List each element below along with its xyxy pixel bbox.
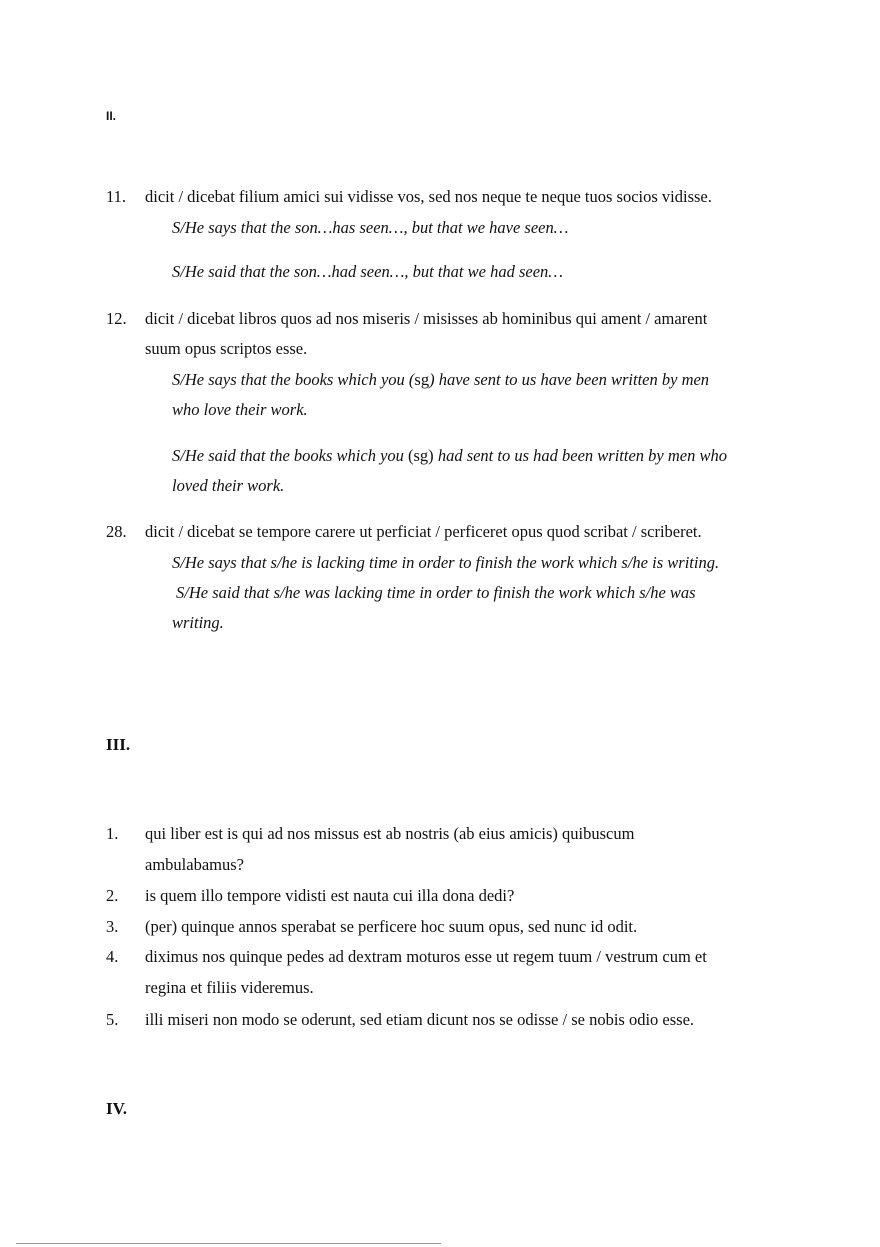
item-iii-5-line-1: illi miseri non modo se oderunt, sed etiam dicunt nos se odisse / se nobis odio esse.: [145, 1010, 695, 1029]
section-iii-heading: III.: [106, 735, 131, 754]
item-iii-1-line-2: ambulabamus?: [145, 855, 244, 874]
item-12-translation-past-part-a: S/He said that the books which you: [172, 446, 409, 465]
item-12-translation-present-sg: sg: [414, 370, 430, 389]
item-11-translation-past: S/He said that the son…had seen…, but that we had seen…: [172, 262, 563, 281]
item-28-translation-present: S/He says that s/he is lacking time in order to finish the work which s/he is writing.: [172, 553, 720, 572]
footnote-separator: [16, 1243, 441, 1244]
item-iii-4-number: 4.: [106, 947, 119, 966]
item-12-translation-past-part-b: had sent to us had been written by men who: [433, 446, 727, 465]
item-12-latin-line-1: dicit / dicebat libros quos ad nos miseris / misisses ab hominibus qui ament / amarent: [145, 309, 708, 328]
section-iv-heading: IV.: [106, 1099, 127, 1118]
item-12-translation-past-line-1: [172, 446, 727, 466]
item-12-latin-line-2: suum opus scriptos esse.: [145, 339, 308, 358]
item-28-translation-past-line-2: writing.: [172, 613, 224, 632]
item-iii-5-number: 5.: [106, 1010, 119, 1029]
item-iii-4-line-2: regina et filiis videremus.: [145, 978, 314, 997]
item-iii-1-number: 1.: [106, 824, 119, 843]
item-12-translation-present-line-2: who love their work.: [172, 400, 308, 419]
item-11-latin: dicit / dicebat filium amici sui vidisse vos, sed nos neque te neque tuos socios vidisse.: [145, 187, 712, 206]
item-12-translation-past-line-2: loved their work.: [172, 476, 285, 495]
item-iii-4-line-1: diximus nos quinque pedes ad dextram moturos esse ut regem tuum / vestrum cum et: [145, 947, 707, 966]
item-12-translation-present-part-a: S/He says that the books which you (: [172, 370, 415, 389]
item-28-number: 28.: [106, 522, 127, 541]
item-iii-1-line-1: qui liber est is qui ad nos missus est ab nostris (ab eius amicis) quibuscum: [145, 824, 635, 843]
item-iii-2-number: 2.: [106, 886, 119, 905]
item-12-translation-past-sg: (sg): [408, 446, 434, 465]
item-12-number: 12.: [106, 309, 127, 328]
item-28-translation-past-line-1: S/He said that s/he was lacking time in order to finish the work which s/he was: [176, 583, 696, 602]
item-iii-2-line-1: is quem illo tempore vidisti est nauta cui illa dona dedi?: [145, 886, 515, 905]
item-iii-3-line-1: (per) quinque annos sperabat se perficere hoc suum opus, sed nunc id odit.: [145, 917, 638, 936]
item-28-latin: dicit / dicebat se tempore carere ut perficiat / perficeret opus quod scribat / scriberet.: [145, 522, 702, 541]
item-iii-3-number: 3.: [106, 917, 119, 936]
item-11-number: 11.: [106, 187, 127, 206]
item-11-translation-present: S/He says that the son…has seen…, but that we have seen…: [172, 218, 569, 237]
section-ii-heading: II.: [106, 109, 117, 123]
item-12-translation-present-line-1: [172, 370, 709, 390]
item-12-translation-present-part-b: ) have sent to us have been written by men: [429, 370, 710, 389]
